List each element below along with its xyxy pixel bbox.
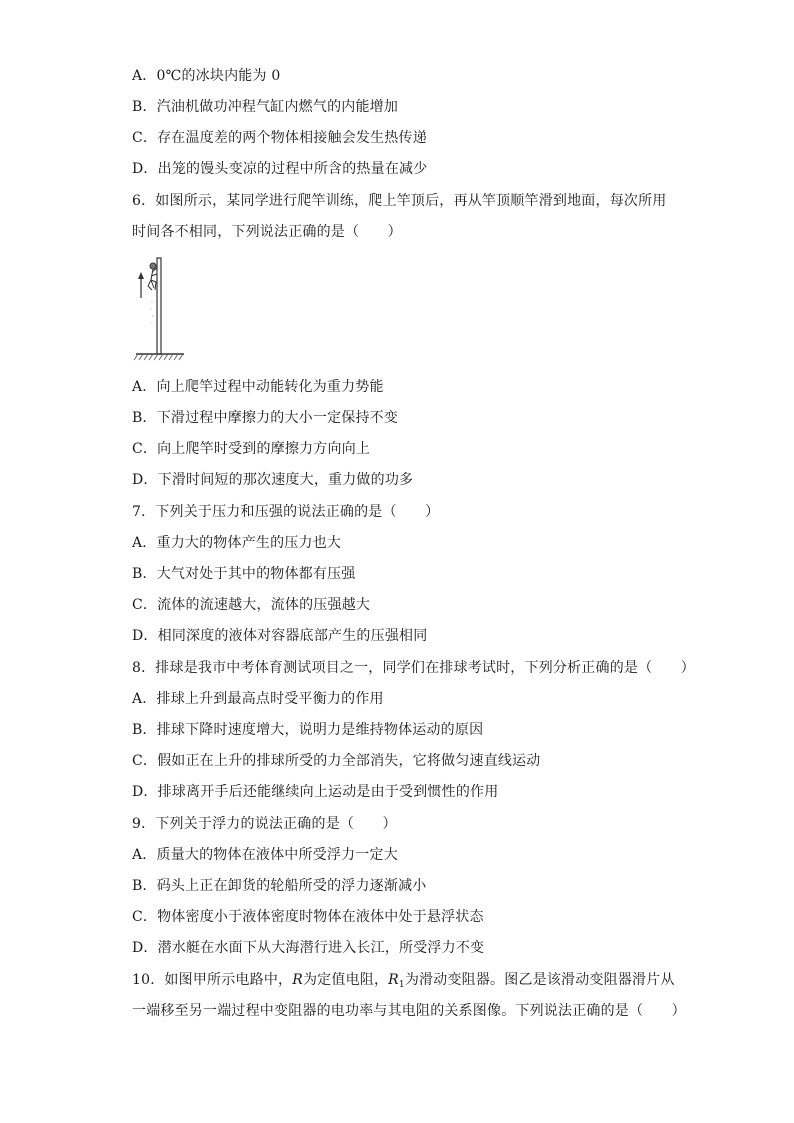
q7-option-b: B．大气对处于其中的物体都有压强: [132, 566, 356, 582]
q9-stem: 9．下列关于浮力的说法正确的是（ ）: [132, 816, 397, 832]
q6-option-a: A．向上爬竿过程中动能转化为重力势能: [132, 379, 384, 395]
q8-option-d: D．排球离开手后还能继续向上运动是由于受到惯性的作用: [132, 784, 499, 800]
q10-stem-line2: 一端移至另一端过程中变阻器的电功率与其电阻的关系图像。下列说法正确的是（ ）: [132, 1003, 686, 1019]
q10-mid2: 为滑动变阻器。图乙是该滑动变阻器滑片从: [404, 972, 675, 988]
q7-option-c: C．流体的流速越大，流体的压强越大: [132, 597, 371, 613]
q6-stem-line1: 6．如图所示，某同学进行爬竿训练，爬上竿顶后，再从竿顶顺竿滑到地面，每次所用: [132, 193, 667, 209]
q7-stem: 7．下列关于压力和压强的说法正确的是（ ）: [132, 504, 440, 520]
q10-subscript-1: 1: [398, 980, 405, 990]
q8-option-b: B．排球下降时速度增大，说明力是维持物体运动的原因: [132, 722, 484, 738]
q7-option-a: A．重力大的物体产生的压力也大: [132, 535, 342, 551]
q7-option-d: D．相同深度的液体对容器底部产生的压强相同: [132, 628, 428, 644]
q10-var-r1: R: [388, 972, 399, 988]
q10-stem-line1: [132, 970, 675, 995]
q5-option-a: A．0℃的冰块内能为 0: [132, 68, 281, 84]
q8-option-c: C．假如正在上升的排球所受的力全部消失，它将做匀速直线运动: [132, 753, 541, 769]
q9-option-d: D．潜水艇在水面下从大海潜行进入长江，所受浮力不变: [132, 940, 485, 956]
q8-option-a: A．排球上升到最高点时受平衡力的作用: [132, 691, 384, 707]
q9-option-b: B．码头上正在卸货的轮船所受的浮力逐渐减小: [132, 878, 427, 894]
q6-option-c: C．向上爬竿时受到的摩擦力方向向上: [132, 441, 371, 457]
q6-option-d: D．下滑时间短的那次速度大，重力做的功多: [132, 472, 414, 488]
q6-option-b: B．下滑过程中摩擦力的大小一定保持不变: [132, 410, 399, 426]
q5-option-d: D．出笼的馒头变凉的过程中所含的热量在减少: [132, 161, 428, 177]
q10-mid1: 为定值电阻，: [302, 972, 389, 988]
q6-stem-line2: 时间各不相同，下列说法正确的是（ ）: [132, 224, 402, 240]
q10-prefix: 10．如图甲所示电路中，: [132, 972, 293, 988]
pole-climbing-figure: [130, 254, 190, 364]
q8-stem: 8．排球是我市中考体育测试项目之一，同学们在排球考试时，下列分析正确的是（ ）: [132, 660, 695, 676]
q5-option-c: C．存在温度差的两个物体相接触会发生热传递: [132, 130, 427, 146]
q9-option-a: A．质量大的物体在液体中所受浮力一定大: [132, 847, 398, 863]
q9-option-c: C．物体密度小于液体密度时物体在液体中处于悬浮状态: [132, 909, 484, 925]
q10-var-r: R: [292, 972, 303, 988]
q5-option-b: B．汽油机做功冲程气缸内燃气的内能增加: [132, 99, 399, 115]
pole-climbing-illustration: [130, 254, 190, 364]
